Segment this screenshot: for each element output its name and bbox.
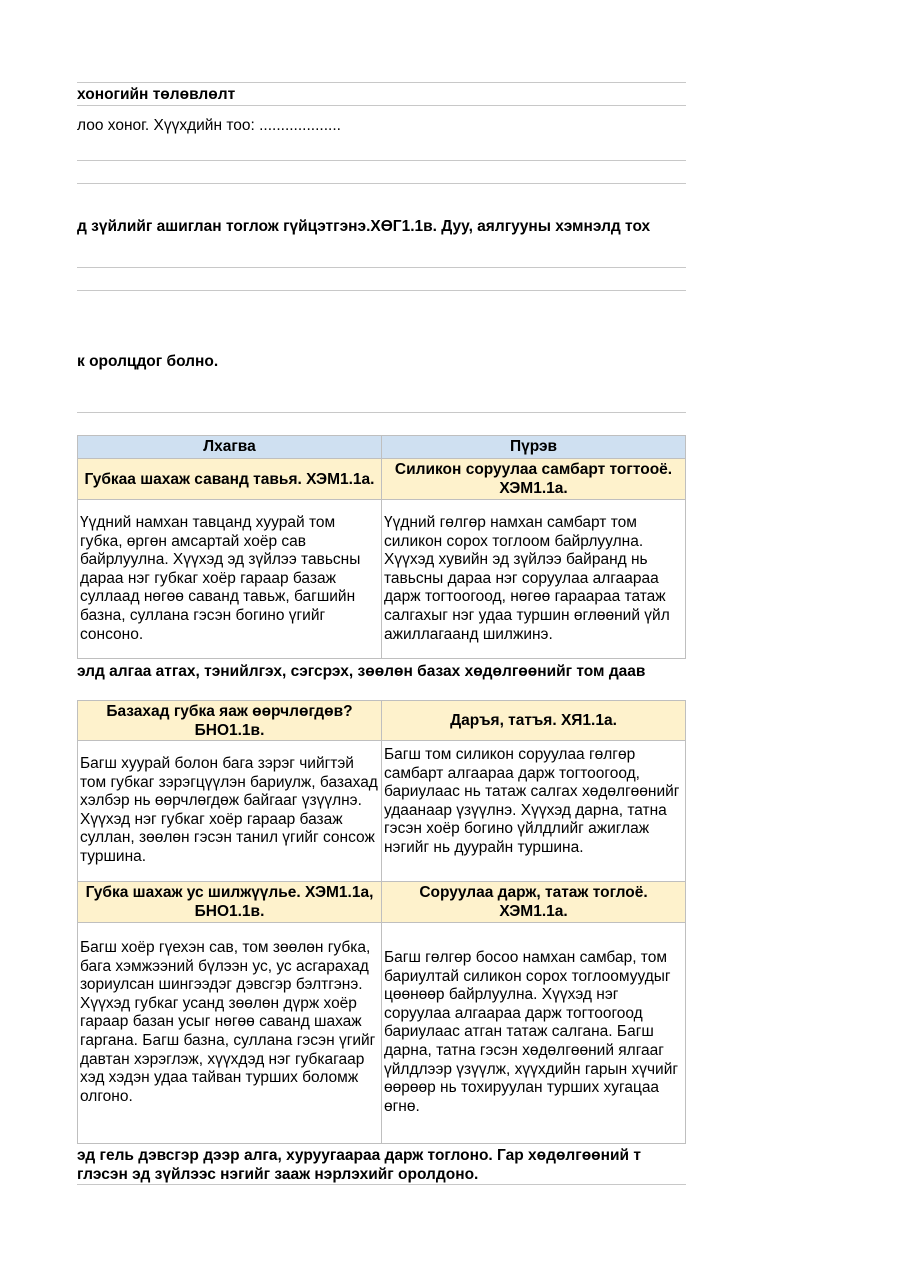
- activity-description: Үүдний намхан тавцанд хуурай том губка, өргөн амсартай хоёр сав байрлуулна. Хүүхэд эд зүйлээ тавьсны дараа нэг губкаг хоёр гараар базаж суллаад нөгөө саванд тавьж, багшийн базна, суллана гэсэн богино үгийг сонсоно.: [77, 499, 382, 659]
- footer-text: эд гель дэвсгэр дээр алга, хуруугаараа дарж тоглоно. Гар хөдөлгөөний т: [77, 1147, 641, 1164]
- divider: [77, 160, 686, 161]
- activity-title: Губка шахаж ус шилжүүлье. ХЭМ1.1а, БНО1.1в.: [77, 881, 382, 923]
- divider: [77, 267, 686, 268]
- week-subline: лоо хоног. Хүүхдийн тоо: ...................: [77, 117, 341, 134]
- activity-description: Багш гөлгөр босоо намхан самбар, том бариултай силикон сорох тоглоомуудыг цөөнөөр байрлуулна. Хүүхэд нэг соруулаа алгаараа дарж тогтоогоод бариулаас атган татаж салгана. Багш дарна, татна гэсэн хөдөлгөөний ялгааг үйлдлээр үзүүлж, хүүхдийн гарын хүчийг өөрөөр нь тохируулан турших хугацаа өгнө.: [381, 922, 686, 1144]
- footer-text: глэсэн эд зүйлээс нэгийг зааж нэрлэхийг оролдоно.: [77, 1166, 479, 1183]
- activity-description: Багш хуурай болон бага зэрэг чийгтэй том губкаг зэрэгцүүлэн бариулж, базахад хэлбэр нь өөрчлөгдөж байгааг үзүүлнэ. Хүүхэд нэг губкаг хоёр гараар базаж суллан, зөөлөн гэсэн танил үгийг сонсож туршина.: [77, 740, 382, 882]
- divider: [77, 183, 686, 184]
- goal-text: д зүйлийг ашиглан тоглож гүйцэтгэнэ.ХӨГ1.1в. Дуу, аялгууны хэмнэлд тох: [77, 218, 651, 235]
- activity-title: Силикон соруулаа самбарт тогтооё. ХЭМ1.1а.: [381, 458, 686, 500]
- activity-title: Базахад губка яаж өөрчлөгдөв? БНО1.1в.: [77, 700, 382, 741]
- activity-description: Багш хоёр гүехэн сав, том зөөлөн губка, бага хэмжээний бүлээн ус, ус асгарахад зориулсан шингээдэг дэвсгэр бэлтгэнэ. Хүүхэд губкаг усанд зөөлөн дүрж хоёр гараар базан усыг нөгөө саванд шахаж гаргана. Багш базна, суллана гэсэн үгийг давтан хэрэглэж, хүүхдэд нэг губкагаар хэд хэдэн удаа тайван турших боломж олгоно.: [77, 922, 382, 1144]
- activity-title: Соруулаа дарж, татаж тоглоё. ХЭМ1.1а.: [381, 881, 686, 923]
- activity-description: Үүдний гөлгөр намхан самбарт том силикон сорох тоглоом байрлуулна. Хүүхэд хувийн эд зүйлээ байранд нь тавьсны дараа нэг соруулаа алгаараа дарж тогтоогоод, нөгөө гараараа татаж салгахыг нэг удаа туршин өглөөний үйл ажиллагаанд шилжинэ.: [381, 499, 686, 659]
- movement-text: элд алгаа атгах, тэнийлгэх, сэгсрэх, зөөлөн базах хөдөлгөөнийг том даав: [77, 663, 646, 680]
- activity-description: Багш том силикон соруулаа гөлгөр самбарт алгаараа дарж тогтоогоод, бариулаас нь татаж салгах хөдөлгөөнийг удаанаар үзүүлнэ. Хүүхэд дарна, татна гэсэн хоёр богино үйлдлийг ажиглаж нэгийг нь дуурайн туршина.: [381, 740, 686, 882]
- day-header-thursday: Пүрэв: [381, 435, 686, 459]
- divider: [77, 105, 686, 106]
- divider: [77, 82, 686, 83]
- page-title: хоногийн төлөвлөлт: [77, 86, 236, 103]
- divider: [77, 412, 686, 413]
- day-header-wednesday: Лхагва: [77, 435, 382, 459]
- divider: [77, 1184, 686, 1185]
- activity-title: Даръя, татъя. ХЯ1.1а.: [381, 700, 686, 741]
- divider: [77, 290, 686, 291]
- activity-title: Губкаа шахаж саванд тавья. ХЭМ1.1а.: [77, 458, 382, 500]
- participation-text: к оролцдог болно.: [77, 353, 219, 370]
